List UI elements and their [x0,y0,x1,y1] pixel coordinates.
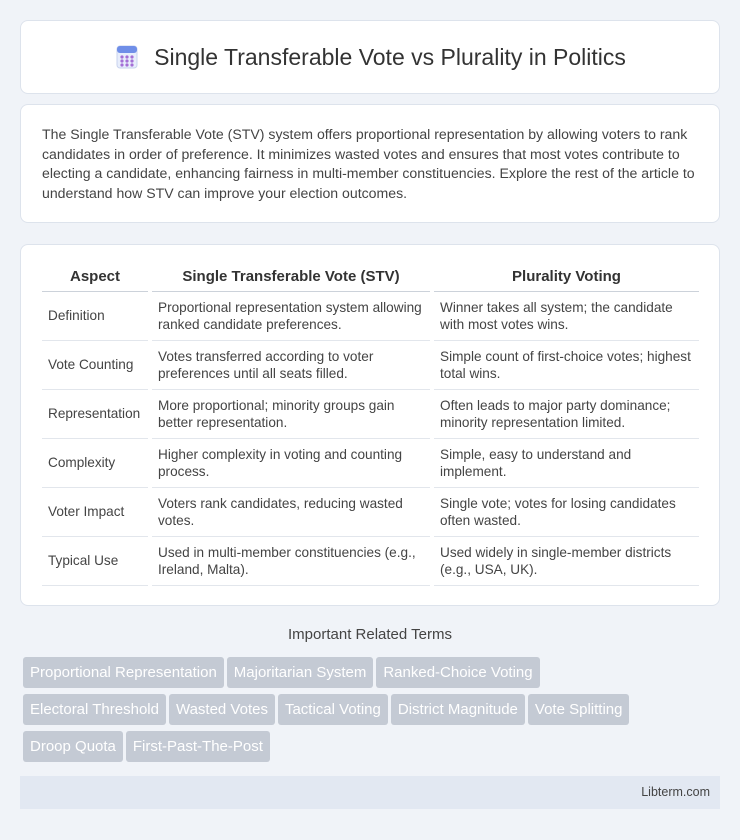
footer [20,776,720,809]
stv-cell: Voters rank candidates, reducing wasted votes. [150,487,432,536]
term-tag[interactable]: Electoral Threshold [23,694,166,725]
table-row [42,389,699,438]
aspect-cell: Representation [42,389,150,438]
intro-text: The Single Transferable Vote (STV) system offers proportional representation by allowing voters to rank candidates in order of preference. It minimizes wasted votes and ensures that most votes contribute to electing a candidate, enhancing fairness in multi-member constituencies. Explore the rest of the article to understand how STV can improve your election outcomes. [42,126,695,201]
term-tag[interactable]: Majoritarian System [227,657,374,688]
aspect-cell: Complexity [42,438,150,487]
aspect-cell: Voter Impact [42,487,150,536]
header-aspect: Aspect [42,263,150,291]
term-tag[interactable]: First-Past-The-Post [126,731,270,762]
aspect-cell: Vote Counting [42,340,150,389]
stv-cell: Higher complexity in voting and counting process. [150,438,432,487]
related-terms-list [23,657,723,768]
comparison-table [42,263,699,586]
plurality-cell: Often leads to major party dominance; minority representation limited. [432,389,699,438]
intro-card [20,104,720,223]
stv-cell: Votes transferred according to voter preferences until all seats filled. [150,340,432,389]
table-header-row [42,263,699,291]
term-tag[interactable]: Ranked-Choice Voting [376,657,539,688]
page-title: Single Transferable Vote vs Plurality in Politics [154,43,626,70]
plurality-cell: Simple, easy to understand and implement. [432,438,699,487]
header-plurality: Plurality Voting [432,263,699,291]
header-stv: Single Transferable Vote (STV) [150,263,432,291]
aspect-cell: Definition [42,291,150,340]
table-row [42,291,699,340]
term-tag[interactable]: Vote Splitting [528,694,630,725]
term-tag[interactable]: Droop Quota [23,731,123,762]
footer-site-link[interactable]: Libterm.com [641,785,710,799]
plurality-cell: Simple count of first-choice votes; highest total wins. [432,340,699,389]
calculator-icon [114,44,140,70]
table-row [42,438,699,487]
stv-cell: Proportional representation system allowing ranked candidate preferences. [150,291,432,340]
comparison-card [20,244,720,606]
term-tag[interactable]: Wasted Votes [169,694,275,725]
plurality-cell: Single vote; votes for losing candidates often wasted. [432,487,699,536]
term-tag[interactable]: Proportional Representation [23,657,224,688]
plurality-cell: Used widely in single-member districts (e.g., USA, UK). [432,536,699,585]
table-row [42,487,699,536]
related-terms-title: Important Related Terms [288,626,452,643]
stv-cell: More proportional; minority groups gain better representation. [150,389,432,438]
term-tag[interactable]: District Magnitude [391,694,525,725]
table-row [42,340,699,389]
table-row [42,536,699,585]
header-card [20,20,720,94]
stv-cell: Used in multi-member constituencies (e.g., Ireland, Malta). [150,536,432,585]
aspect-cell: Typical Use [42,536,150,585]
plurality-cell: Winner takes all system; the candidate with most votes wins. [432,291,699,340]
term-tag[interactable]: Tactical Voting [278,694,388,725]
